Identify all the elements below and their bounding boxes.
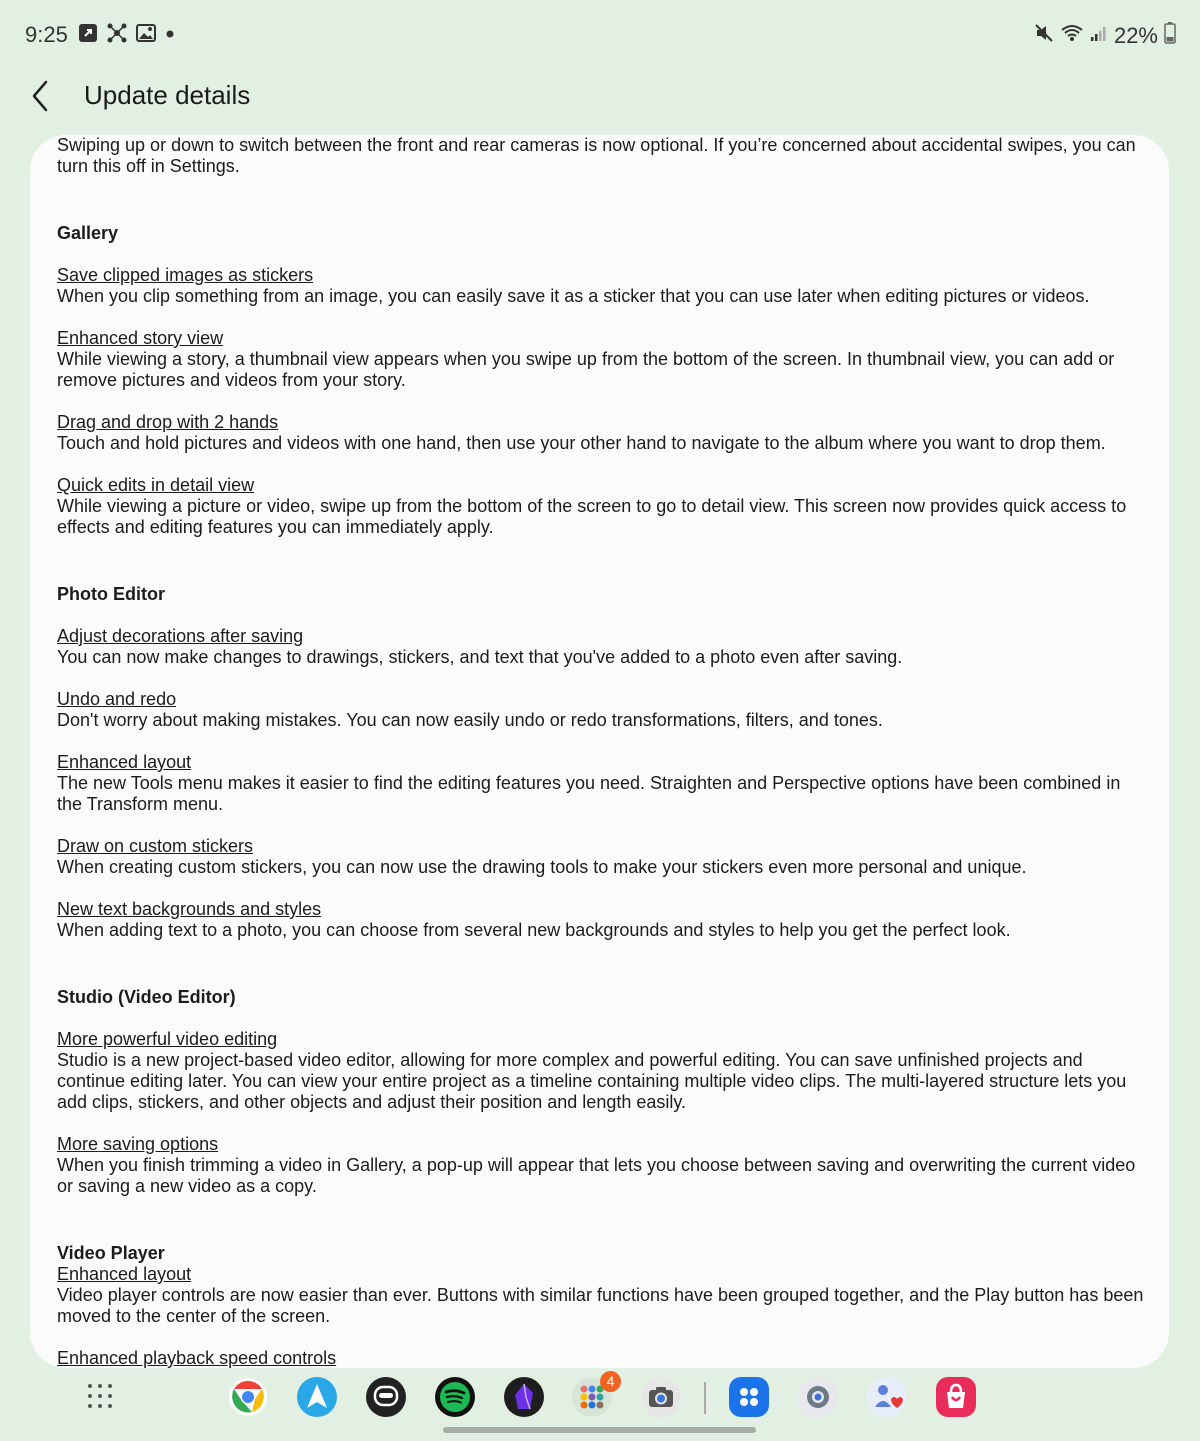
section-title: Photo Editor (57, 584, 165, 604)
item-description: When adding text to a photo, you can choose from several new backgrounds and styles to help you get the perfect look. (57, 920, 1011, 940)
item-title-link[interactable]: Enhanced playback speed controls (57, 1348, 337, 1368)
obsidian-icon[interactable] (504, 1377, 544, 1417)
section-video-player (57, 1243, 1147, 1368)
item-title-link[interactable]: Enhanced story view (57, 328, 224, 348)
item-description: You can now make changes to drawings, stickers, and text that you've added to a photo even after saving. (57, 647, 903, 667)
item-description: Touch and hold pictures and videos with one hand, then use your other hand to navigate to the album where you want to drop them. (57, 433, 1106, 453)
list-item (57, 1264, 1147, 1327)
back-button[interactable] (28, 78, 58, 114)
section-photo-editor (57, 584, 1147, 941)
settings-icon[interactable] (798, 1377, 838, 1417)
wifi-icon (1060, 23, 1084, 48)
dot-icon (164, 27, 176, 45)
status-left-icons (78, 22, 176, 49)
section-gallery (57, 223, 1147, 538)
app-header (0, 70, 1200, 130)
camera-icon[interactable] (641, 1377, 681, 1417)
network-hub-icon (106, 22, 128, 49)
status-time: 9:25 (25, 22, 68, 47)
item-title-link[interactable]: Drag and drop with 2 hands (57, 412, 279, 432)
item-title-link[interactable]: Save clipped images as stickers (57, 265, 314, 285)
store-app-icon[interactable] (936, 1377, 976, 1417)
people-app-icon[interactable] (867, 1377, 907, 1417)
battery-text: 22% (1113, 22, 1158, 48)
chrome-icon[interactable] (228, 1377, 268, 1417)
item-title-link[interactable]: Undo and redo (57, 689, 177, 709)
list-item (57, 1029, 1147, 1113)
chat-app-icon[interactable] (366, 1377, 406, 1417)
item-description: When you finish trimming a video in Gallery, a pop-up will appear that lets you choose between saving and overwriting the current video or saving a new video as a copy. (57, 1155, 1136, 1196)
item-description: Video player controls are now easier than ever. Buttons with similar functions have been grouped together, and the Play button has been moved to the center of the screen. (57, 1285, 1144, 1326)
list-item (57, 1134, 1147, 1197)
item-title-link[interactable]: Quick edits in detail view (57, 475, 255, 495)
list-item (57, 265, 1147, 307)
page-title: Update details (84, 80, 251, 110)
list-item (57, 626, 1147, 668)
intro-text: Swiping up or down to switch between the front and rear cameras is now optional. If you’re concerned about accidental swipes, you can turn this off in Settings. (57, 135, 1136, 176)
item-title-link[interactable]: More powerful video editing (57, 1029, 278, 1049)
item-description: When creating custom stickers, you can now use the drawing tools to make your stickers even more personal and unique. (57, 857, 1027, 877)
item-description: Studio is a new project-based video editor, allowing for more complex and powerful editing. You can save unfinished projects and continue editing later. You can view your entire project as a timeline containing multiple video clips. The multi-layered structure lets you add clips, stickers, and other objects and adjust their position and length easily. (57, 1050, 1127, 1112)
list-item (57, 689, 1147, 731)
list-item (57, 752, 1147, 815)
item-description: While viewing a picture or video, swipe up from the bottom of the screen to go to detail view. This screen now provides quick access to effects and editing features you can immediately apply. (57, 496, 1127, 537)
section-studio (57, 987, 1147, 1197)
item-description: Don't worry about making mistakes. You can now easily undo or redo transformations, filters, and tones. (57, 710, 883, 730)
section-title: Gallery (57, 223, 119, 243)
list-item (57, 899, 1147, 941)
list-item (57, 836, 1147, 878)
mute-icon (1034, 23, 1054, 48)
chevron-left-icon (28, 78, 58, 114)
signal-icon (1090, 24, 1108, 47)
send-app-icon[interactable] (297, 1377, 337, 1417)
battery-icon (1164, 22, 1176, 49)
item-description: When you clip something from an image, you can easily save it as a sticker that you can use later when editing pictures or videos. (57, 286, 1090, 306)
gallery-icon (136, 23, 156, 48)
item-description: While viewing a story, a thumbnail view appears when you swipe up from the bottom of the screen. In thumbnail view, you can add or remove pictures and videos from your story. (57, 349, 1115, 390)
section-title: Video Player (57, 1243, 165, 1263)
scroll-content (57, 135, 1147, 1368)
apps-grid-icon[interactable] (88, 1384, 116, 1412)
status-right (1034, 22, 1176, 49)
status-bar (0, 0, 1200, 70)
screen-record-icon (78, 23, 98, 48)
section-title: Studio (Video Editor) (57, 987, 236, 1007)
item-title-link[interactable]: Enhanced layout (57, 1264, 192, 1284)
list-item (57, 328, 1147, 391)
update-details-card[interactable] (30, 135, 1169, 1368)
dock-divider (704, 1382, 706, 1414)
list-item (57, 475, 1147, 538)
gesture-handle[interactable] (443, 1427, 756, 1433)
item-title-link[interactable]: Adjust decorations after saving (57, 626, 304, 646)
item-title-link[interactable]: Draw on custom stickers (57, 836, 254, 856)
list-item (57, 412, 1147, 454)
item-title-link[interactable]: Enhanced layout (57, 752, 192, 772)
dual-app-icon[interactable] (729, 1377, 769, 1417)
item-description: The new Tools menu makes it easier to find the editing features you need. Straighten and Perspective options have been combined in the Transform menu. (57, 773, 1121, 814)
list-item (57, 1348, 1147, 1368)
spotify-icon[interactable] (435, 1377, 475, 1417)
folder-badge: 4 (600, 1371, 621, 1392)
item-title-link[interactable]: New text backgrounds and styles (57, 899, 322, 919)
item-title-link[interactable]: More saving options (57, 1134, 219, 1154)
